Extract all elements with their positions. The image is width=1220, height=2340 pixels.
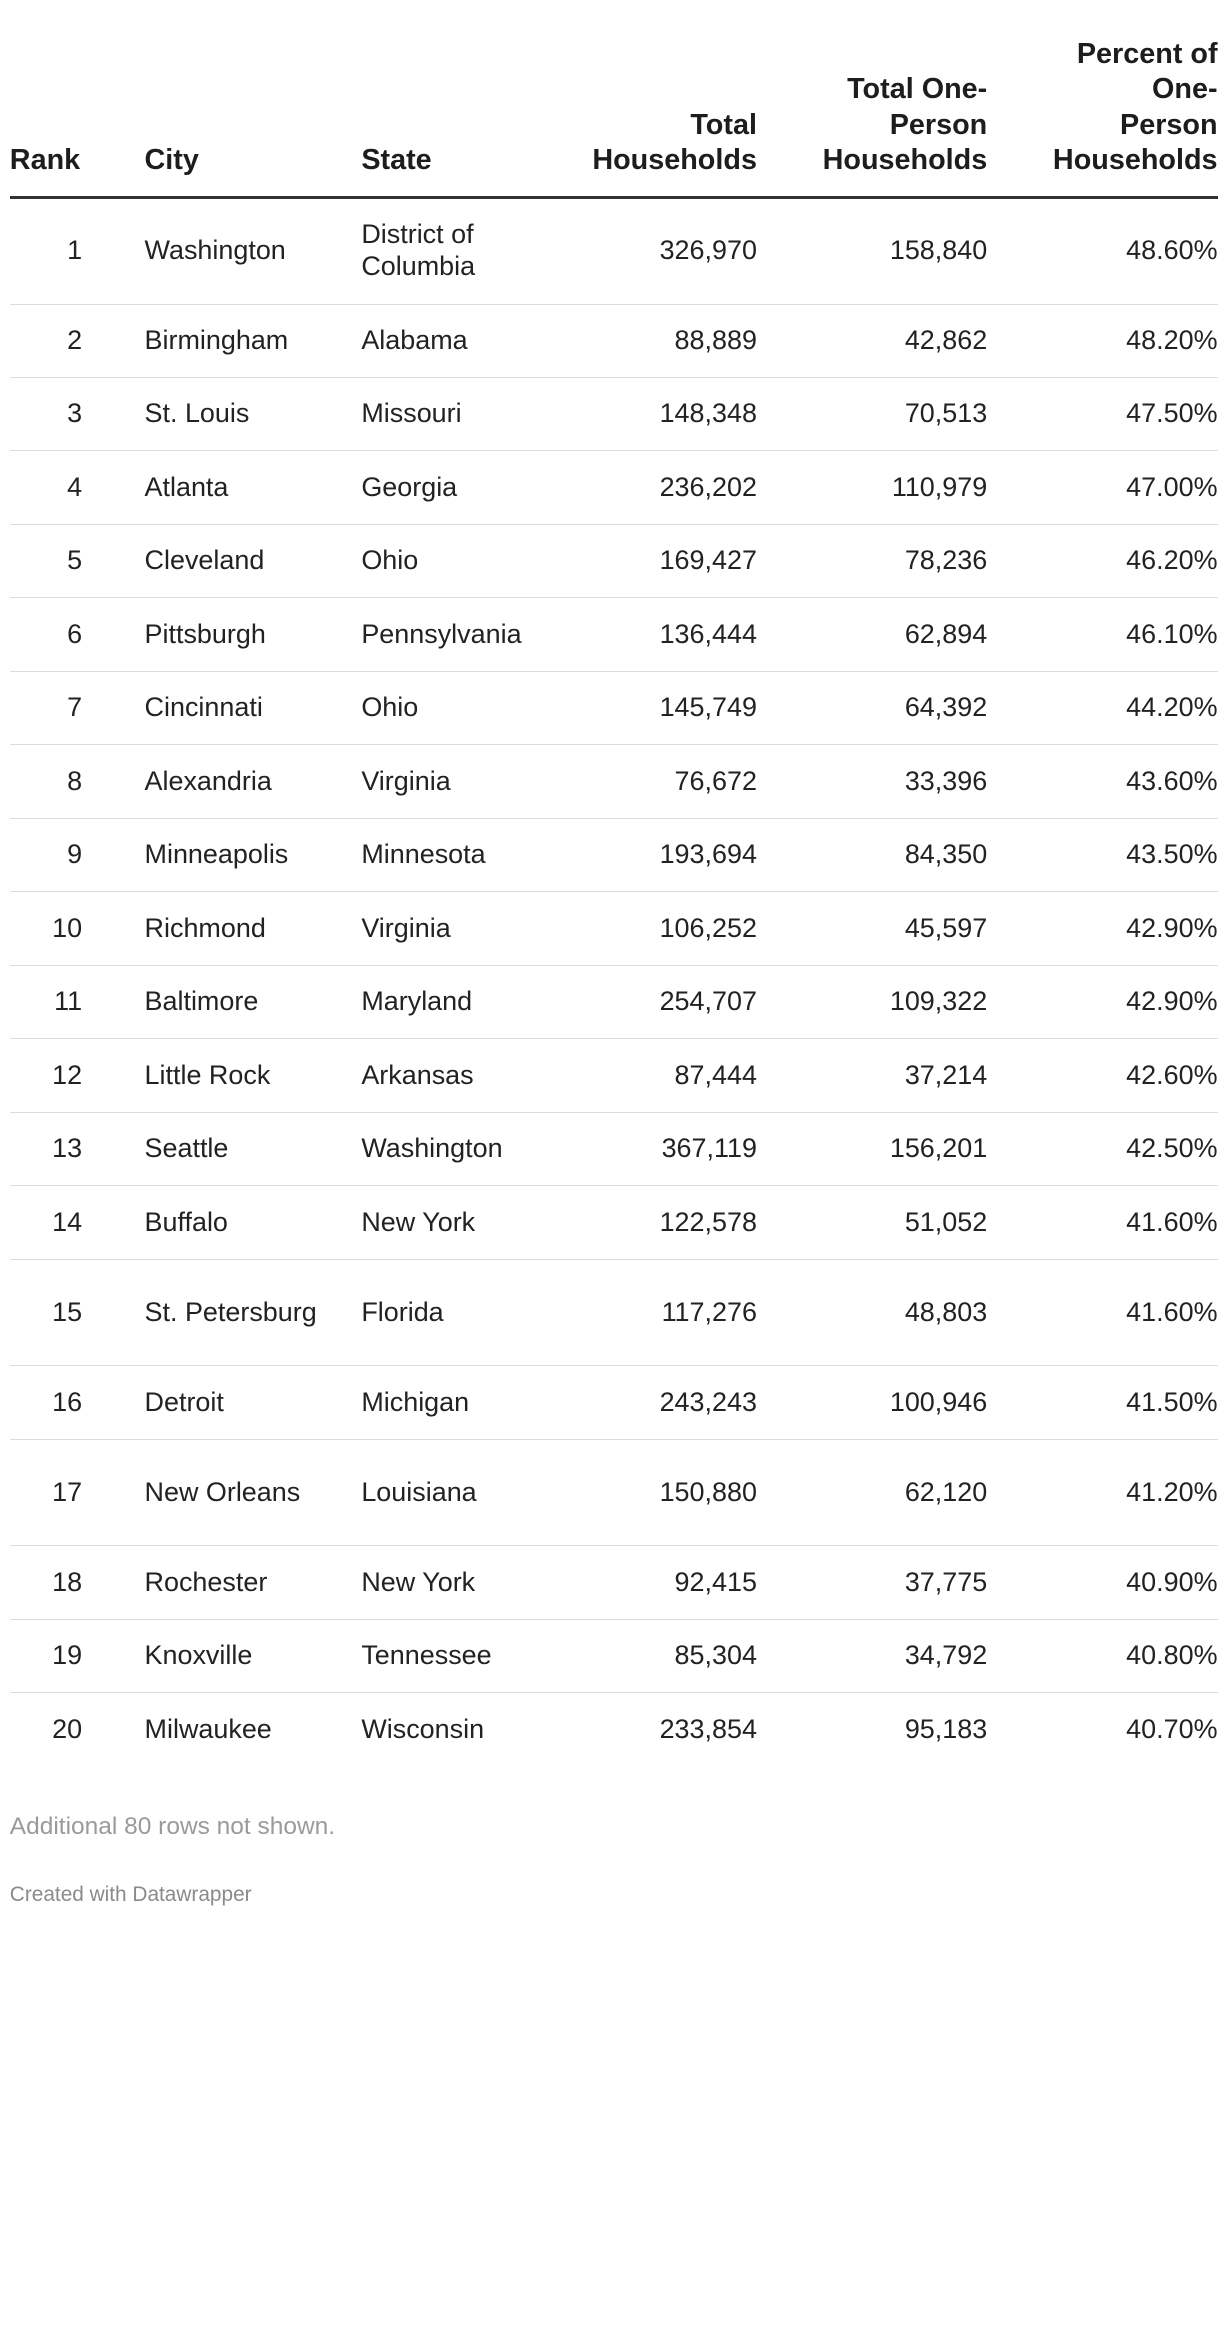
total-households-cell: 88,889	[590, 304, 757, 377]
city-cell: Buffalo	[145, 1186, 362, 1259]
rank-cell: 12	[10, 1039, 145, 1112]
percent-cell: 46.20%	[987, 524, 1217, 597]
rank-cell: 1	[10, 197, 145, 304]
state-cell: Minnesota	[361, 818, 590, 891]
one-person-households-cell: 37,775	[757, 1546, 987, 1619]
total-households-cell: 85,304	[590, 1619, 757, 1692]
percent-cell: 40.80%	[987, 1619, 1217, 1692]
rank-cell: 13	[10, 1112, 145, 1185]
state-cell: Michigan	[361, 1366, 590, 1439]
one-person-households-cell: 100,946	[757, 1366, 987, 1439]
rank-cell: 11	[10, 965, 145, 1038]
table-row	[10, 965, 1218, 1038]
state-cell: Florida	[361, 1259, 590, 1366]
city-cell: Cincinnati	[145, 671, 362, 744]
one-person-households-cell: 84,350	[757, 818, 987, 891]
state-cell: Arkansas	[361, 1039, 590, 1112]
data-table-container	[10, 37, 1218, 1767]
percent-cell: 41.50%	[987, 1366, 1217, 1439]
rank-cell: 20	[52, 1713, 83, 1744]
total-households-cell: 150,880	[590, 1439, 757, 1546]
table-row	[10, 745, 1218, 818]
one-person-households-cell: 45,597	[757, 892, 987, 965]
column-header-total-households-label	[592, 108, 757, 179]
state-cell: Wisconsin	[361, 1713, 485, 1744]
state-cell: District of Columbia	[361, 197, 590, 304]
column-header-city-label: City	[144, 144, 199, 177]
total-households-cell: 87,444	[590, 1039, 757, 1112]
credit-line: Created with Datawrapper	[9, 1882, 252, 1906]
state-cell: New York	[361, 1546, 590, 1619]
rank-cell: 2	[10, 304, 145, 377]
rank-cell: 16	[10, 1366, 145, 1439]
one-person-households-cell: 62,894	[757, 598, 987, 671]
table-row	[10, 671, 1218, 744]
total-households-cell: 193,694	[590, 818, 757, 891]
rank-cell: 18	[10, 1546, 145, 1619]
percent-cell: 47.00%	[987, 451, 1217, 524]
one-person-households-cell: 109,322	[757, 965, 987, 1038]
city-cell: Rochester	[145, 1546, 362, 1619]
total-households-cell: 148,348	[590, 377, 757, 450]
one-person-households-cell: 62,120	[757, 1439, 987, 1546]
table-row	[10, 1439, 1218, 1546]
percent-cell: 47.50%	[987, 377, 1217, 450]
state-cell: Ohio	[361, 524, 590, 597]
table-row	[10, 1546, 1218, 1619]
percent-cell: 41.60%	[987, 1186, 1217, 1259]
table-row	[10, 304, 1218, 377]
one-person-households-cell: 37,214	[757, 1039, 987, 1112]
table-row	[10, 1112, 1218, 1185]
city-cell: Detroit	[145, 1366, 362, 1439]
state-cell: Louisiana	[361, 1439, 590, 1546]
rank-cell: 17	[10, 1439, 145, 1546]
percent-cell: 43.60%	[987, 745, 1217, 818]
rank-cell: 5	[10, 524, 145, 597]
column-header-rank-label: Rank	[9, 144, 81, 177]
header-line: Person	[889, 108, 988, 141]
table-row	[10, 1039, 1218, 1112]
one-person-households-cell: 34,792	[757, 1619, 987, 1692]
city-cell: Atlanta	[145, 451, 362, 524]
city-cell: St. Louis	[145, 377, 362, 450]
percent-cell: 40.70%	[1126, 1713, 1218, 1744]
rank-cell: 19	[10, 1619, 145, 1692]
percent-cell: 41.20%	[987, 1439, 1217, 1546]
one-person-households-cell: 110,979	[757, 451, 987, 524]
city-cell: New Orleans	[145, 1439, 362, 1546]
rank-cell: 15	[10, 1259, 145, 1366]
column-header-city[interactable]	[145, 37, 362, 198]
total-households-cell: 233,854	[659, 1713, 757, 1744]
percent-cell: 42.50%	[987, 1112, 1217, 1185]
city-cell: Washington	[145, 197, 362, 304]
one-person-households-cell: 64,392	[757, 671, 987, 744]
total-households-cell: 136,444	[590, 598, 757, 671]
table-row	[10, 1186, 1218, 1259]
table-row	[10, 892, 1218, 965]
total-households-cell: 169,427	[590, 524, 757, 597]
state-cell: Ohio	[361, 671, 590, 744]
percent-cell: 43.50%	[987, 818, 1217, 891]
percent-cell: 44.20%	[987, 671, 1217, 744]
header-line: Percent of	[1076, 37, 1218, 70]
total-households-cell: 326,970	[590, 197, 757, 304]
column-header-rank[interactable]	[10, 37, 145, 198]
rank-cell: 10	[10, 892, 145, 965]
state-cell: Georgia	[361, 451, 590, 524]
rank-cell: 7	[10, 671, 145, 744]
table-row	[10, 598, 1218, 671]
percent-cell: 40.90%	[987, 1546, 1217, 1619]
city-cell: Milwaukee	[144, 1713, 272, 1744]
header-line: Person	[1120, 108, 1218, 141]
one-person-households-cell: 158,840	[757, 197, 987, 304]
total-households-cell: 122,578	[590, 1186, 757, 1259]
header-line: Households	[592, 144, 757, 177]
footnote: Additional 80 rows not shown.	[9, 1812, 336, 1840]
column-header-state[interactable]	[361, 37, 590, 198]
rank-cell: 8	[10, 745, 145, 818]
state-cell: Virginia	[361, 892, 590, 965]
rank-cell: 6	[10, 598, 145, 671]
column-header-percent-one-person[interactable]	[987, 37, 1217, 198]
state-cell: Pennsylvania	[361, 598, 590, 671]
city-cell: Alexandria	[145, 745, 362, 818]
city-cell: Cleveland	[145, 524, 362, 597]
table-row	[10, 1366, 1218, 1439]
state-cell: Washington	[361, 1112, 590, 1185]
column-header-one-person-households[interactable]	[757, 37, 987, 198]
one-person-households-cell: 33,396	[757, 745, 987, 818]
rank-cell: 9	[10, 818, 145, 891]
city-cell: Richmond	[145, 892, 362, 965]
table-row	[10, 197, 1218, 304]
header-line: One-	[1152, 73, 1218, 106]
header-row	[10, 37, 1218, 198]
one-person-households-cell: 78,236	[757, 524, 987, 597]
header-line: Households	[822, 144, 988, 177]
city-cell: Knoxville	[145, 1619, 362, 1692]
total-households-cell: 92,415	[590, 1546, 757, 1619]
state-cell: Maryland	[361, 965, 590, 1038]
table-row	[10, 524, 1218, 597]
one-person-households-cell: 156,201	[757, 1112, 987, 1185]
table-row	[10, 818, 1218, 891]
one-person-households-cell: 48,803	[757, 1259, 987, 1366]
total-households-cell: 243,243	[590, 1366, 757, 1439]
total-households-cell: 236,202	[590, 451, 757, 524]
one-person-households-cell: 51,052	[757, 1186, 987, 1259]
table-row	[10, 451, 1218, 524]
percent-cell: 46.10%	[987, 598, 1217, 671]
percent-cell: 48.60%	[987, 197, 1217, 304]
one-person-households-cell: 95,183	[904, 1713, 988, 1744]
state-cell: Alabama	[361, 304, 590, 377]
rank-cell: 4	[10, 451, 145, 524]
one-person-households-cell: 42,862	[757, 304, 987, 377]
state-cell: Virginia	[361, 745, 590, 818]
total-households-cell: 117,276	[590, 1259, 757, 1366]
table-row	[10, 1619, 1218, 1692]
rank-cell: 14	[10, 1186, 145, 1259]
city-cell: Little Rock	[145, 1039, 362, 1112]
city-cell: Minneapolis	[145, 818, 362, 891]
state-cell: Tennessee	[361, 1619, 590, 1692]
percent-cell: 41.60%	[987, 1259, 1217, 1366]
data-table	[10, 37, 1218, 1767]
one-person-households-cell: 70,513	[757, 377, 987, 450]
total-households-cell: 367,119	[590, 1112, 757, 1185]
city-cell: Baltimore	[145, 965, 362, 1038]
city-cell: Seattle	[145, 1112, 362, 1185]
total-households-cell: 106,252	[590, 892, 757, 965]
city-cell: St. Petersburg	[145, 1259, 362, 1366]
total-households-cell: 145,749	[590, 671, 757, 744]
header-line: Households	[1052, 144, 1218, 177]
column-header-state-label: State	[361, 144, 432, 177]
percent-cell: 42.90%	[987, 965, 1217, 1038]
city-cell: Birmingham	[145, 304, 362, 377]
percent-cell: 42.90%	[987, 892, 1217, 965]
column-header-one-person-households-label	[823, 72, 988, 179]
rank-cell: 3	[10, 377, 145, 450]
percent-cell: 48.20%	[987, 304, 1217, 377]
total-households-cell: 76,672	[590, 745, 757, 818]
header-line: Total	[690, 108, 757, 141]
column-header-total-households[interactable]	[590, 37, 757, 198]
table-row	[10, 377, 1218, 450]
table-body	[10, 197, 1218, 1766]
state-cell: New York	[361, 1186, 590, 1259]
column-header-percent-one-person-label	[1053, 37, 1218, 179]
total-households-cell: 254,707	[590, 965, 757, 1038]
city-cell: Pittsburgh	[145, 598, 362, 671]
header-line: Total One-	[847, 73, 988, 106]
state-cell: Missouri	[361, 377, 590, 450]
table-row	[10, 1693, 1218, 1766]
percent-cell: 42.60%	[987, 1039, 1217, 1112]
table-row	[10, 1259, 1218, 1366]
